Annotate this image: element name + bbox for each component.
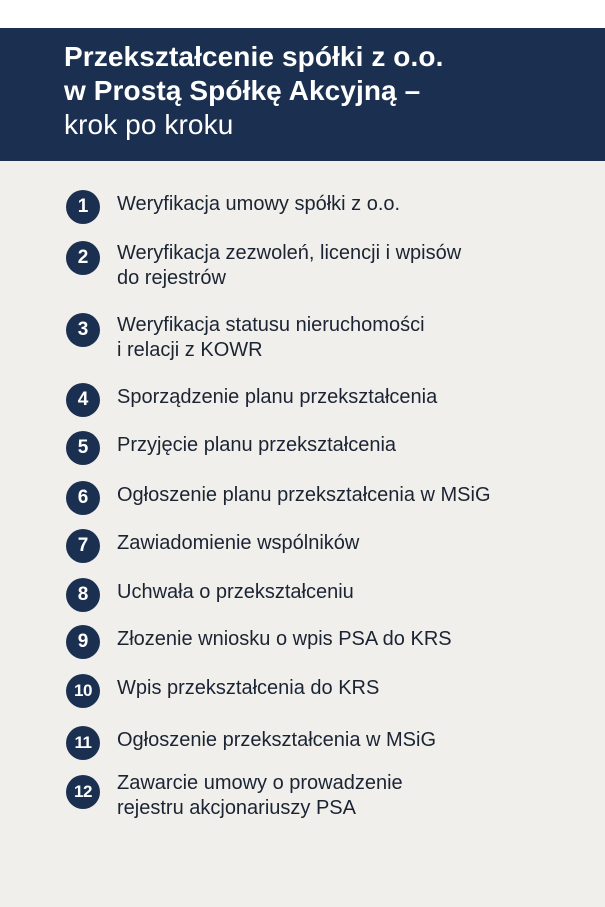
step-label-line-1: Weryfikacja umowy spółki z o.o. — [117, 193, 401, 215]
step-label-line-1: Sporządzenie planu przekształcenia — [117, 386, 438, 408]
step-label-line-2: i relacji z KOWR — [117, 339, 263, 361]
step-label — [117, 481, 557, 508]
step-label-line-1: Złozenie wniosku o wpis PSA do KRS — [117, 628, 452, 650]
step-item — [66, 772, 557, 821]
step-label-line-1: Weryfikacja zezwoleń, licencji i wpisów — [117, 242, 462, 264]
step-number-badge: 11 — [66, 726, 100, 760]
step-label — [117, 771, 557, 821]
step-label-line-1: Ogłoszenie przekształcenia w MSiG — [117, 729, 437, 751]
step-number-badge: 12 — [66, 775, 100, 809]
step-number-badge: 9 — [66, 625, 100, 659]
step-number-badge: 6 — [66, 481, 100, 515]
step-item — [66, 241, 557, 291]
step-label-line-1: Zawiadomienie wspólników — [117, 532, 360, 554]
step-item — [66, 190, 557, 224]
step-label — [117, 431, 557, 458]
step-item — [66, 481, 557, 515]
step-label-line-1: Zawarcie umowy o prowadzenie — [117, 772, 403, 794]
step-label — [117, 625, 557, 652]
page-title-line-1: Przekształcenie spółki z o.o. — [64, 41, 444, 72]
step-item — [66, 431, 557, 465]
step-number-badge: 2 — [66, 241, 100, 275]
step-number-badge: 10 — [66, 674, 100, 708]
step-number-badge: 7 — [66, 529, 100, 563]
step-label-line-2: rejestru akcjonariuszy PSA — [117, 797, 356, 819]
step-label — [117, 674, 557, 701]
step-item — [66, 726, 557, 760]
step-item — [66, 383, 557, 417]
step-label — [117, 578, 557, 605]
step-number-badge: 3 — [66, 313, 100, 347]
step-label — [117, 383, 557, 410]
step-number-badge: 5 — [66, 431, 100, 465]
step-item — [66, 529, 557, 563]
step-label-line-1: Ogłoszenie planu przekształcenia w MSiG — [117, 484, 491, 506]
page-title-line-2: w Prostą Spółkę Akcyjną – — [64, 75, 421, 106]
step-label — [117, 241, 557, 291]
step-number-badge: 8 — [66, 578, 100, 612]
step-label-line-1: Uchwała o przekształceniu — [117, 581, 354, 603]
step-label-line-2: do rejestrów — [117, 267, 226, 289]
step-item — [66, 313, 557, 363]
step-item — [66, 625, 557, 659]
step-label-line-1: Wpis przekształcenia do KRS — [117, 677, 380, 699]
step-label — [117, 313, 557, 363]
page-subtitle: krok po kroku — [64, 109, 234, 140]
step-number-badge: 4 — [66, 383, 100, 417]
step-number-badge: 1 — [66, 190, 100, 224]
step-label-line-1: Przyjęcie planu przekształcenia — [117, 434, 397, 456]
step-label — [117, 529, 557, 556]
step-label — [117, 726, 557, 753]
step-label — [117, 190, 557, 217]
step-item — [66, 674, 557, 708]
step-label-line-1: Weryfikacja statusu nieruchomości — [117, 314, 425, 336]
step-item — [66, 578, 557, 612]
